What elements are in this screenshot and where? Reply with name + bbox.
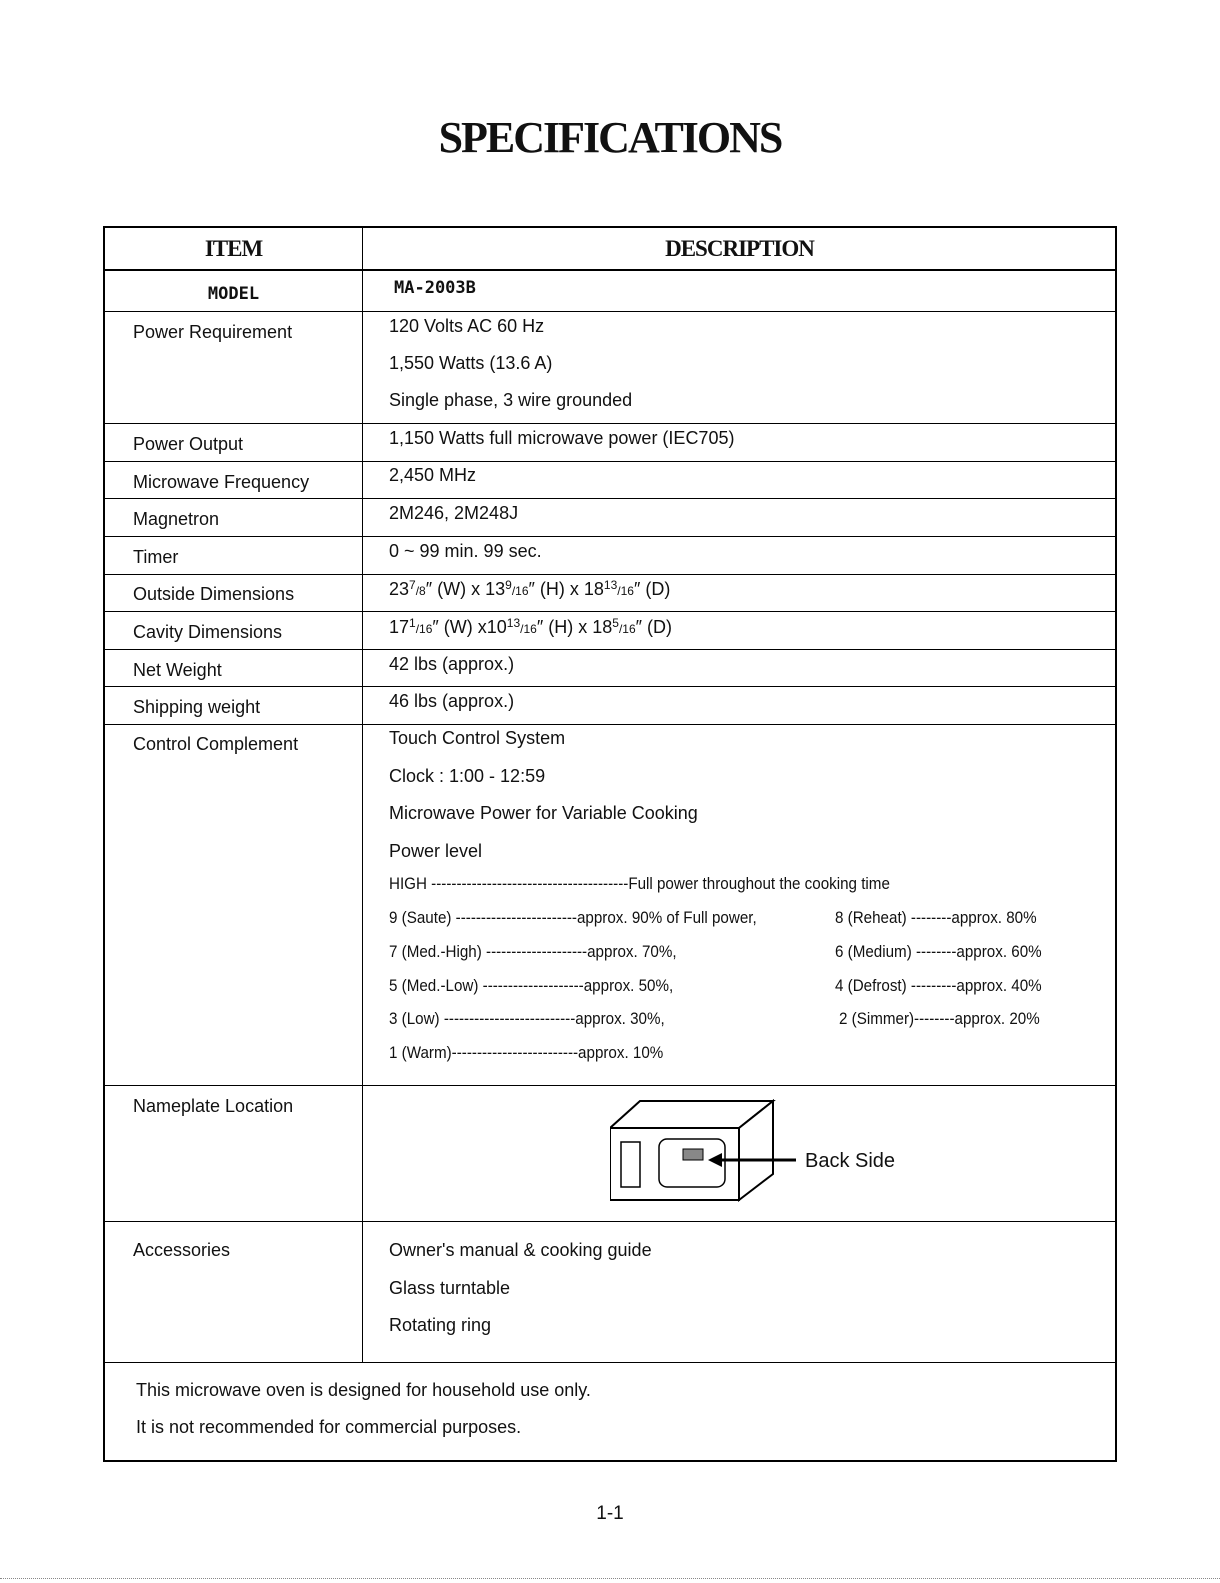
dim-whole: 17 — [389, 617, 410, 637]
outside-dimensions-value — [389, 578, 670, 600]
row-rule — [105, 461, 1115, 462]
power-requirement-line: 1,550 Watts (13.6 A) — [389, 353, 553, 373]
dim-numerator: 5 — [612, 616, 619, 630]
magnetron-label: Magnetron — [133, 509, 220, 529]
row-rule — [105, 311, 1115, 312]
dim-denominator: /16 — [617, 584, 634, 598]
power-requirement-label: Power Requirement — [133, 322, 293, 342]
dim-whole: 18 — [583, 579, 604, 599]
dim-numerator: 1 — [409, 616, 416, 630]
row-rule — [105, 1221, 1115, 1222]
control-line: Power level — [389, 841, 483, 861]
row-rule — [105, 498, 1115, 499]
usage-note: It is not recommended for commercial purposes. — [136, 1417, 522, 1437]
power-level-right: 4 (Defrost) ---------approx. 40% — [835, 977, 1042, 995]
dim-denominator: /16 — [511, 584, 529, 598]
header-item: ITEM — [204, 236, 263, 261]
control-line: Touch Control System — [389, 728, 566, 748]
magnetron-value: 2M246, 2M248J — [389, 503, 519, 523]
power-requirement-line: Single phase, 3 wire grounded — [389, 390, 633, 410]
dim-suffix: ″ (D) — [635, 617, 672, 637]
dim-whole: 10 — [486, 617, 507, 637]
accessory-item: Glass turntable — [389, 1278, 511, 1298]
page-number: 1-1 — [596, 1503, 624, 1524]
row-rule — [105, 536, 1115, 537]
row-rule — [105, 574, 1115, 575]
row-rule — [105, 611, 1115, 612]
header-rule — [105, 269, 1115, 271]
power-output-label: Power Output — [133, 434, 244, 454]
dim-whole: 23 — [389, 579, 410, 599]
dim-suffix: ″ (W) x — [425, 579, 486, 599]
dim-suffix: ″ (H) x — [528, 579, 584, 599]
dim-numerator: 13 — [603, 578, 618, 592]
nameplate-mark — [683, 1149, 703, 1160]
usage-note: This microwave oven is designed for household use only. — [136, 1380, 591, 1400]
timer-value: 0 ~ 99 min. 99 sec. — [389, 541, 542, 561]
cavity-dimensions-label: Cavity Dimensions — [133, 622, 283, 642]
accessories-label: Accessories — [133, 1240, 231, 1260]
net-weight-value: 42 lbs (approx.) — [389, 654, 515, 674]
dim-suffix: ″ (H) x — [536, 617, 593, 637]
power-level-left: 7 (Med.-High) --------------------approx. 70%, — [389, 943, 677, 961]
back-side-callout: Back Side — [805, 1150, 896, 1172]
row-rule — [105, 686, 1115, 687]
model-value: MA-2003B — [394, 278, 476, 298]
control-line: Microwave Power for Variable Cooking — [389, 803, 698, 823]
row-rule — [105, 649, 1115, 650]
microwave-frequency-label: Microwave Frequency — [133, 472, 310, 492]
dim-suffix: ″ (D) — [633, 579, 671, 599]
callout-arrow-icon — [708, 1150, 798, 1170]
accessory-item: Rotating ring — [389, 1315, 492, 1335]
shipping-weight-value: 46 lbs (approx.) — [389, 691, 515, 711]
dim-denominator: /16 — [415, 622, 433, 636]
page-bottom-edge — [0, 1578, 1220, 1579]
dim-whole: 18 — [592, 617, 613, 637]
model-label: MODEL — [207, 284, 260, 304]
dim-numerator: 7 — [409, 578, 416, 592]
control-line: Clock : 1:00 - 12:59 — [389, 766, 546, 786]
dim-denominator: /16 — [618, 622, 636, 636]
row-rule — [105, 1362, 1115, 1363]
dim-denominator: /8 — [415, 584, 426, 598]
power-level-left: 9 (Saute) ------------------------approx. 90% of Full power, — [389, 909, 757, 927]
dim-whole: 13 — [485, 579, 506, 599]
outside-dimensions-label: Outside Dimensions — [133, 584, 295, 604]
cavity-dimensions-value — [389, 616, 672, 638]
microwave-frequency-value: 2,450 MHz — [389, 465, 477, 485]
control-complement-label: Control Complement — [133, 734, 299, 754]
page-title: SPECIFICATIONS — [438, 113, 782, 162]
row-rule — [105, 423, 1115, 424]
row-rule — [105, 1085, 1115, 1086]
accessory-item: Owner's manual & cooking guide — [389, 1240, 652, 1260]
shipping-weight-label: Shipping weight — [133, 697, 261, 717]
dim-numerator: 9 — [505, 578, 512, 592]
power-level-left: 5 (Med.-Low) --------------------approx. 50%, — [389, 977, 674, 995]
dim-suffix: ″ (W) x — [432, 617, 487, 637]
header-description: DESCRIPTION — [665, 236, 814, 261]
nameplate-location-label: Nameplate Location — [133, 1096, 294, 1116]
dim-numerator: 13 — [506, 616, 521, 630]
row-rule — [105, 724, 1115, 725]
timer-label: Timer — [133, 547, 179, 567]
power-output-value: 1,150 Watts full microwave power (IEC705) — [389, 428, 735, 448]
power-level-right: 8 (Reheat) --------approx. 80% — [835, 909, 1037, 927]
power-level-left: 1 (Warm)-------------------------approx. 10% — [389, 1044, 664, 1062]
net-weight-label: Net Weight — [133, 660, 222, 680]
power-level-high: HIGH ---------------------------------------Full power throughout the cooking time — [389, 875, 890, 893]
power-requirement-line: 120 Volts AC 60 Hz — [389, 316, 545, 336]
power-level-right: 6 (Medium) --------approx. 60% — [835, 943, 1042, 961]
power-level-right: 2 (Simmer)--------approx. 20% — [839, 1010, 1040, 1028]
specifications-table — [103, 226, 1117, 1462]
power-level-left: 3 (Low) --------------------------approx. 30%, — [389, 1010, 665, 1028]
oven-vent — [621, 1142, 640, 1187]
column-divider — [362, 228, 363, 1362]
dim-denominator: /16 — [520, 622, 537, 636]
